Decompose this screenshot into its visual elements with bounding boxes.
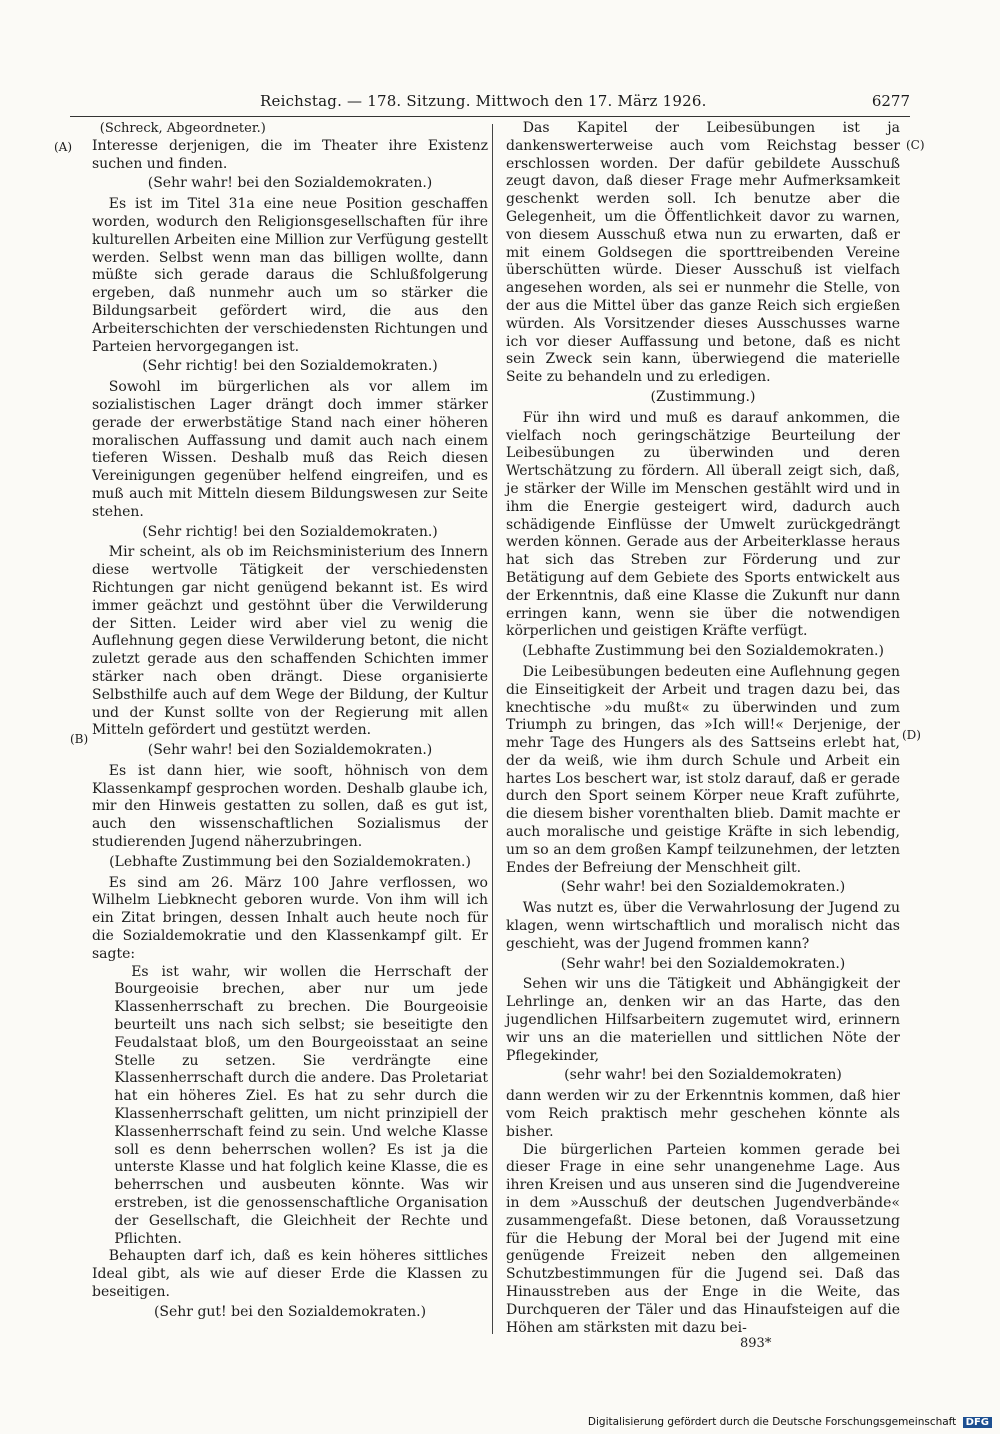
interjection: (Sehr gut! bei den Sozialdemokraten.) [153, 1303, 427, 1320]
paragraph: Was nutzt es, über die Verwahrlosung der Jugend zu klagen, wenn wirtschaftlich und moralisch nicht das geschieht, was der Jugend frommen kann? [506, 900, 900, 952]
paragraph: Sowohl im bürgerlichen als vor allem im sozialistischen Lager drängt doch immer stärker gerade der erwerbstätige Stand nach einer höheren moralischen Auffassung und damit auch nach einem tieferen Wissen. Deshalb muß das Reich diesen Vereinigungen gegenüber helfend eingreifen, und es muß auch mit Mitteln diesem Bildungswesen zur Seite stehen. [92, 379, 488, 520]
header-rule [70, 116, 910, 117]
left-column [92, 120, 488, 1325]
interjection: (Lebhafte Zustimmung bei den Sozialdemokraten.) [522, 643, 884, 660]
column-divider [492, 124, 493, 1334]
dfg-logo: DFG [963, 1417, 992, 1428]
running-title: Reichstag. — 178. Sitzung. Mittwoch den 17. März 1926. [260, 92, 707, 110]
quotation: Es ist wahr, wir wollen die Herrschaft der Bourgeoisie brechen, aber nur um jede Klassenherrschaft zu brechen. Die Bourgeoisie beurteilt uns nach sich selbst; sie beseitigte den Feudalstaat bloß, um den Bourgeoisstaat an seine Stelle zu setzen. Sie verdrängte eine Klassenherrschaft durch die andere. Das Proletariat hat ein höheres Ziel. Es hat zu sehr durch die Klassenherrschaft gelitten, um nicht prinzipiell der Klassenherrschaft feind zu sein. Und welche Klasse soll es denn beherrschen wollen? Es ist ja die unterste Klasse und hat folglich keine Klasse, die es beherrschen und ausbeuten könnte. Was wir erstreben, ist die genossenschaftliche Organisation der Gesellschaft, die Gleichheit der Rechte und Pflichten. [114, 963, 488, 1247]
interjection: (Sehr wahr! bei den Sozialdemokraten.) [560, 879, 846, 896]
credit-text: Digitalisierung gefördert durch die Deutsche Forschungsgemeinschaft [587, 1416, 957, 1428]
margin-marker-b: (B) [70, 732, 89, 746]
paragraph: Es sind am 26. März 100 Jahre verflossen, wo Wilhelm Liebknecht geboren wurde. Von ihm will ich ein Zitat bringen, dessen Inhalt auch heute noch für die Sozialdemokratie und den Klassenkampf gilt. Er sagte: [92, 874, 488, 962]
paragraph: Das Kapitel der Leibesübungen ist ja dankenswerterweise auch vom Reichstag besser erschlossen worden. Der dafür gebildete Ausschuß zeugt davon, daß dieser Frage mehr Aufmerksamkeit geschenkt werden soll. Ich benutze aber die Gelegenheit, um die Öffentlichkeit davor zu warnen, von diesem Ausschuß etwa nun zu erwarten, daß er mit einem Goldsegen die sporttreibenden Vereine überschütten würde. Dieser Ausschuß ist vielfach angesehen worden, als sei er nunmehr die Stelle, von der aus die Mittel über das ganze Reich sich ergießen würden. Als Vorsitzender dieses Ausschusses warne ich vor dieser Auffassung und betone, daß es nicht sein Zweck sein kann, überwiegend die materielle Seite zu behandeln und zu erledigen. [506, 120, 900, 386]
interjection: (sehr wahr! bei den Sozialdemokraten) [564, 1067, 842, 1084]
interjection: (Sehr wahr! bei den Sozialdemokraten.) [560, 955, 846, 972]
interjection: (Sehr wahr! bei den Sozialdemokraten.) [147, 175, 433, 192]
page-number: 6277 [871, 92, 910, 110]
margin-marker-a: (A) [54, 140, 73, 154]
paragraph: Sehen wir uns die Tätigkeit und Abhängigkeit der Lehrlinge an, denken wir an das Harte, das den jugendlichen Hilfsarbeitern zugemutet wird, erinnern wir uns an die materiellen und sittlichen Nöte der Pflegekinder, [506, 976, 900, 1064]
margin-marker-c: (C) [906, 138, 925, 152]
margin-marker-d: (D) [902, 728, 921, 742]
paragraph: Es ist dann hier, wie sooft, höhnisch von dem Klassenkampf gesprochen worden. Deshalb glaube ich, mir den Hinweis gestatten zu sollen, daß es gut ist, auch den wissenschaftlichen Sozialismus der studierenden Jugend näherzubringen. [92, 762, 488, 851]
paragraph: Die Leibesübungen bedeuten eine Auflehnung gegen die Einseitigkeit der Arbeit und tragen dazu bei, das knechtische »du mußt« zu überwinden und zum Triumph zu bringen, das »Ich will!« Derjenige, der mehr Tage des Hungers als des Sattseins erlebt hat, der da weiß, wie ihm durch Schule und Arbeit ein hartes Los beschert war, ist stolz darauf, daß er gerade durch den Sport seinem Körper neue Kraft zuführte, die diesem bisher vorenthalten blieb. Damit machte er auch moralische und geistige Kräfte in sich lebendig, um so an dem großen Kampf teilzunehmen, der letzten Endes der Befreiung der Menschheit gilt. [506, 663, 900, 876]
paragraph: dann werden wir zu der Erkenntnis kommen, daß hier vom Reich praktisch mehr geschehen könnte als bisher. [506, 1088, 900, 1140]
interjection: (Lebhafte Zustimmung bei den Sozialdemokraten.) [109, 853, 471, 870]
printer-signature: 893* [740, 1336, 772, 1351]
paragraph: Die bürgerlichen Parteien kommen gerade bei dieser Frage in eine sehr unangenehme Lage. Aus ihren Kreisen und aus unseren sind die Jugendvereine in dem »Ausschuß der deutschen Jugendverbände« zusammengefaßt. Diese betonen, daß Voraussetzung für die Hebung der Moral bei der Jugend mit eine genügende Freizeit neben den allgemeinen Schutzbestimmungen für die Jugend sei. Daß das Hinausstreben aus der Enge in die Weite, das Durchqueren der Täler und das Hinaufsteigen auf die Höhen am stärksten mit dazu bei- [506, 1141, 900, 1336]
paragraph: Mir scheint, als ob im Reichsministerium des Innern diese wertvolle Tätigkeit der verschiedensten Richtungen gar nicht genügend bekannt ist. Es wird immer geächzt und gestöhnt über die Verwilderung der Sitten. Leider wird aber viel zu wenig die Auflehnung gegen diese Verwilderung betont, die nicht zuletzt gerade aus den schaffenden Schichten immer stärker nach oben drängt. Diese organisierte Selbsthilfe auch auf dem Wege der Bildung, der Kultur und der Kunst sollte von der Regierung mit allen Mitteln gefördert und gestützt werden. [92, 544, 488, 739]
digitization-credit [588, 1416, 992, 1428]
paragraph: Für ihn wird und muß es darauf ankommen, die vielfach noch geringschätzige Beurteilung der Leibesübungen zu überwinden und deren Wertschätzung zu fördern. All überall zeigt sich, daß, je stärker der Wille im Menschen gestählt wird und in ihm die Energie gesteigert wird, dadurch auch schädigende Einflüsse der Umwelt zurückgedrängt werden können. Gerade aus der Arbeiterklasse heraus hat sich das Streben zur Förderung und zur Betätigung auf dem Gebiete des Sports entwickelt aus der Erkenntnis, daß eine Klasse die Zukunft nur dann erringen kann, wenn sie über die notwendigen körperlichen und geistigen Kräfte verfügt. [506, 409, 900, 640]
paragraph: Interesse derjenigen, die im Theater ihre Existenz suchen und finden. [92, 137, 488, 172]
paragraph: Behaupten darf ich, daß es kein höheres sittliches Ideal gibt, als wie auf dieser Erde die Klassen zu beseitigen. [92, 1248, 488, 1300]
paragraph: Es ist im Titel 31a eine neue Position geschaffen worden, wodurch den Religionsgesellschaften für ihre kulturellen Arbeiten eine Million zur Verfügung gestellt werden. Selbst wenn man das billigen wollte, dann müßte sich gerade daraus die Schlußfolgerung ergeben, daß nunmehr auch um so stärker die Bildungsarbeit gefördert wird, die aus den Arbeiterschichten der verschiedensten Richtungen und Parteien hervorgegangen ist. [92, 196, 488, 355]
page-header [70, 92, 910, 116]
interjection: (Sehr richtig! bei den Sozialdemokraten.) [142, 358, 438, 375]
interjection: (Zustimmung.) [650, 388, 756, 405]
interjection: (Sehr wahr! bei den Sozialdemokraten.) [147, 742, 433, 759]
interjection: (Sehr richtig! bei den Sozialdemokraten.) [142, 523, 438, 540]
right-column [506, 120, 900, 1337]
speaker-label: (Schreck, Abgeordneter.) [99, 121, 266, 136]
